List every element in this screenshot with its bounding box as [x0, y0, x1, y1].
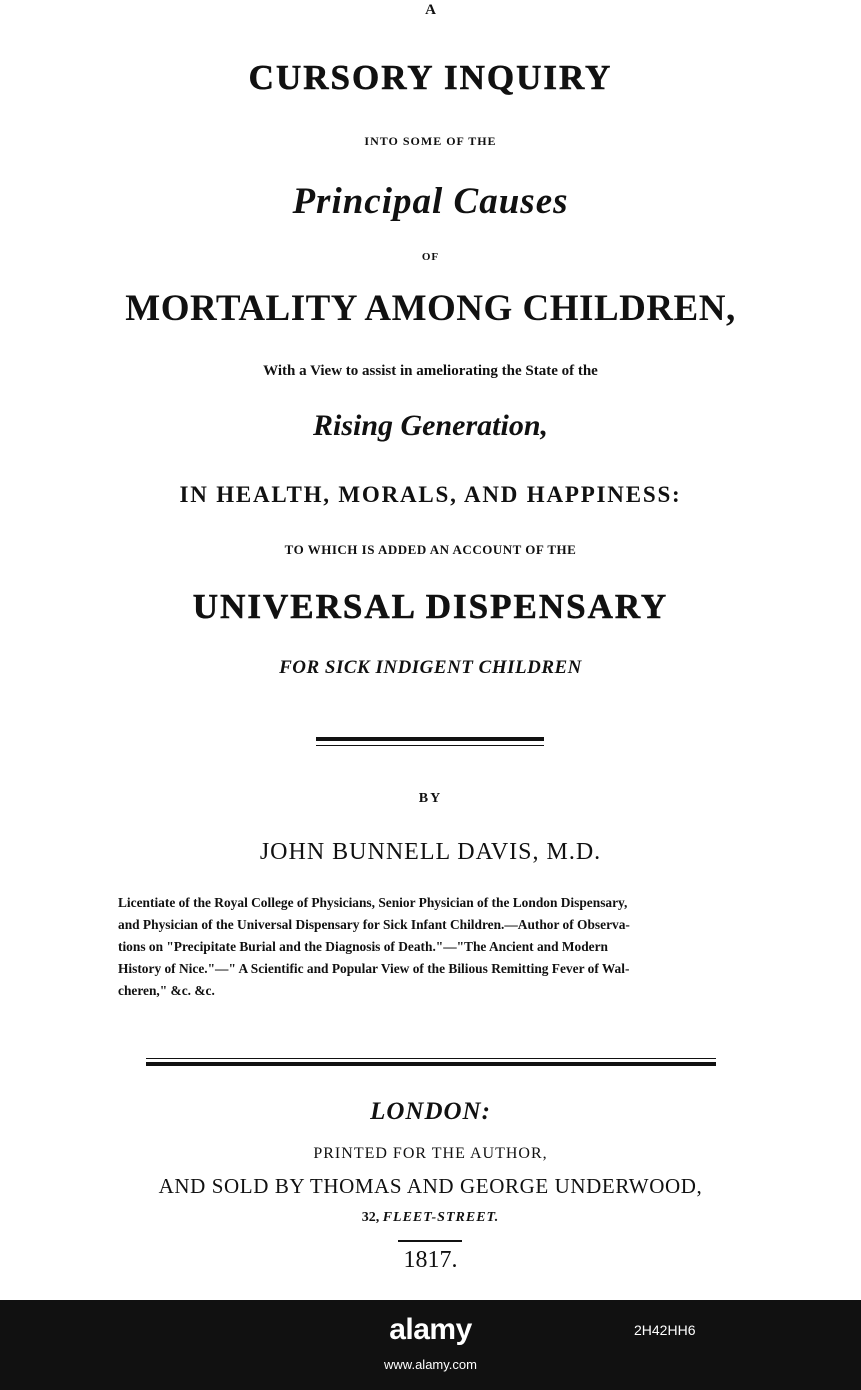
alamy-site-url: www.alamy.com [384, 1357, 477, 1372]
printed-for-author: PRINTED FOR THE AUTHOR, [313, 1145, 548, 1162]
mortality-heading: MORTALITY AMONG CHILDREN, [125, 288, 736, 329]
imprint-city: LONDON: [370, 1098, 491, 1125]
image-id-label: 2H42HH6 [634, 1322, 696, 1338]
with-a-view: With a View to assist in ameliorating the State of the [263, 363, 598, 379]
author-credentials [118, 892, 758, 1002]
credentials-line: cheren," &c. &c. [118, 983, 215, 998]
credentials-line: tions on "Precipitate Burial and the Diagnosis of Death."—"The Ancient and Modern [118, 939, 609, 954]
author-name: JOHN BUNNELL DAVIS, M.D. [259, 839, 602, 865]
publication-year: 1817. [403, 1247, 458, 1273]
article-a: A [425, 2, 436, 18]
into-some-of-the: INTO SOME OF THE [364, 134, 497, 148]
address-number: 32, [361, 1210, 380, 1225]
ornamental-rule-top-thin [316, 745, 544, 746]
for-sick-indigent-children: FOR SICK INDIGENT CHILDREN [279, 657, 582, 678]
principal-causes: Principal Causes [292, 181, 569, 222]
rising-generation: Rising Generation, [312, 409, 549, 442]
credentials-line: History of Nice."—" A Scientific and Popular View of the Bilious Remitting Fever of Wal- [118, 961, 630, 976]
credentials-line: Licentiate of the Royal College of Physicians, Senior Physician of the London Dispensary, [118, 895, 628, 910]
ornamental-rule-top-thick [316, 737, 544, 741]
address-street: FLEET-STREET. [382, 1210, 500, 1225]
year-rule [398, 1240, 462, 1242]
headline-cursory-inquiry: CURSORY INQUIRY [248, 58, 613, 97]
ornamental-rule-bottom-thin [146, 1058, 716, 1059]
universal-dispensary: UNIVERSAL DISPENSARY [192, 587, 669, 626]
credentials-line: and Physician of the Universal Dispensary for Sick Infant Children.—Author of Observa- [118, 917, 630, 932]
of-text: OF [421, 251, 440, 263]
alamy-wordmark: alamy [389, 1313, 472, 1346]
ornamental-rule-bottom-thick [146, 1062, 716, 1066]
publisher-address [0, 1210, 861, 1226]
by-text: BY [418, 791, 443, 806]
sold-by-publisher: AND SOLD BY THOMAS AND GEORGE UNDERWOOD, [158, 1174, 703, 1198]
health-morals-happiness: IN HEALTH, MORALS, AND HAPPINESS: [179, 482, 682, 507]
to-which-is-added: TO WHICH IS ADDED AN ACCOUNT OF THE [284, 542, 577, 557]
